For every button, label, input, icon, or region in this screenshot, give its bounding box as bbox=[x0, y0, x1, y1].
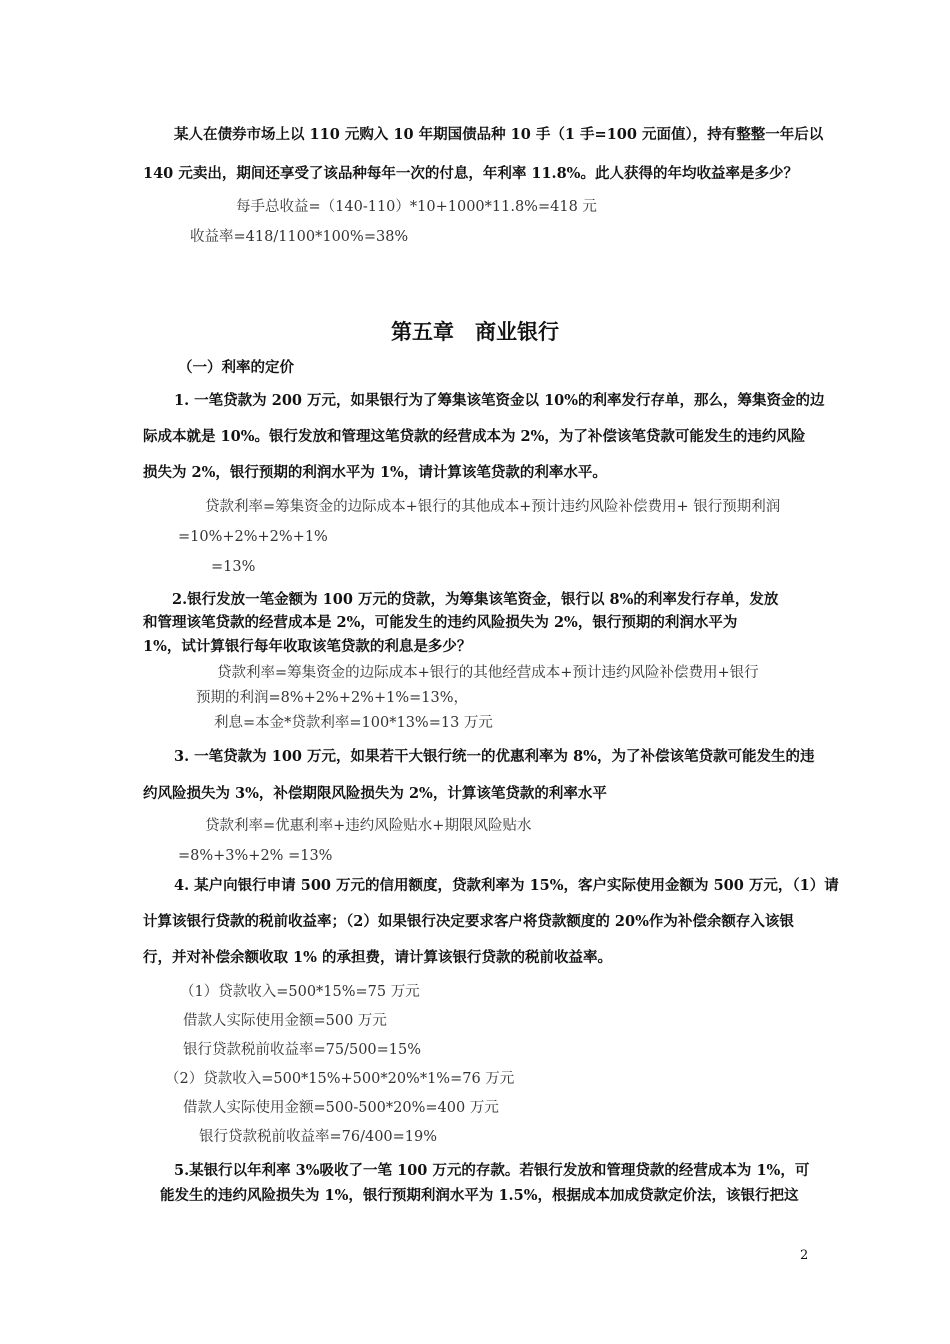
page-number: 2 bbox=[800, 1248, 809, 1263]
problem-4-answer-line-2: 借款人实际使用金额=500 万元 bbox=[183, 1013, 387, 1029]
problem-2-question-line-2: 和管理该笔贷款的经营成本是 2%，可能发生的违约风险损失为 2%，银行预期的利润水平为 bbox=[143, 614, 738, 631]
problem-3-answer-line-1: 贷款利率=优惠利率+违约风险贴水+期限风险贴水 bbox=[205, 818, 532, 834]
chapter-title: 第五章 商业银行 bbox=[391, 319, 559, 344]
problem-2-answer-line-1: 贷款利率=筹集资金的边际成本+银行的其他经营成本+预计违约风险补偿费用+银行 bbox=[217, 665, 759, 681]
problem-4-answer-line-6: 银行贷款税前收益率=76/400=19% bbox=[199, 1129, 438, 1145]
problem-4-answer-line-4: （2）贷款收入=500*15%+500*20%*1%=76 万元 bbox=[165, 1071, 515, 1087]
problem-2-answer-line-2: 预期的利润=8%+2%+2%+1%=13%， bbox=[196, 690, 468, 706]
section-heading: （一）利率的定价 bbox=[178, 359, 294, 376]
intro-answer-line-1: 每手总收益=（140-110）*10+1000*11.8%=418 元 bbox=[236, 199, 597, 215]
problem-4-question-line-3: 行，并对补偿余额收取 1% 的承担费，请计算该银行贷款的税前收益率。 bbox=[143, 949, 612, 966]
problem-1-answer-line-3: =13% bbox=[211, 559, 256, 575]
problem-4-answer-line-5: 借款人实际使用金额=500-500*20%=400 万元 bbox=[183, 1100, 499, 1116]
problem-3-answer-line-2: =8%+3%+2% =13% bbox=[178, 848, 333, 864]
problem-1-question-line-2: 际成本就是 10%。银行发放和管理这笔贷款的经营成本为 2%，为了补偿该笔贷款可能发生的违约风险 bbox=[143, 428, 806, 445]
problem-2-question-line-1: 2.银行发放一笔金额为 100 万元的贷款，为筹集该笔资金，银行以 8%的利率发行存单，发放 bbox=[172, 591, 779, 608]
intro-answer-line-2: 收益率=418/1100*100%=38% bbox=[190, 229, 409, 245]
problem-4-question-line-1: 4. 某户向银行申请 500 万元的信用额度，贷款利率为 15%，客户实际使用金额为 500 万元，（1）请 bbox=[174, 877, 839, 894]
problem-4-answer-line-1: （1）贷款收入=500*15%=75 万元 bbox=[180, 984, 420, 1000]
problem-1-answer-line-1: 贷款利率=筹集资金的边际成本+银行的其他成本+预计违约风险补偿费用+ 银行预期利润 bbox=[205, 499, 781, 515]
problem-1-question-line-3: 损失为 2%，银行预期的利润水平为 1%，请计算该笔贷款的利率水平。 bbox=[143, 464, 607, 481]
problem-3-question-line-2: 约风险损失为 3%，补偿期限风险损失为 2%，计算该笔贷款的利率水平 bbox=[143, 785, 607, 802]
problem-1-answer-line-2: =10%+2%+2%+1% bbox=[178, 529, 328, 545]
problem-3-question-line-1: 3. 一笔贷款为 100 万元，如果若干大银行统一的优惠利率为 8%，为了补偿该笔贷款可能发生的违 bbox=[174, 748, 815, 765]
problem-4-answer-line-3: 银行贷款税前收益率=75/500=15% bbox=[183, 1042, 422, 1058]
problem-2-question-line-3: 1%，试计算银行每年收取该笔贷款的利息是多少？ bbox=[143, 638, 472, 655]
problem-4-question-line-2: 计算该银行贷款的税前收益率；（2）如果银行决定要求客户将贷款额度的 20%作为补偿余额存入该银 bbox=[143, 913, 794, 930]
problem-5-question-line-2: 能发生的违约风险损失为 1%，银行预期利润水平为 1.5%，根据成本加成贷款定价法，该银行把这 bbox=[160, 1187, 799, 1204]
problem-2-answer-line-3: 利息=本金*贷款利率=100*13%=13 万元 bbox=[214, 715, 493, 731]
problem-1-question-line-1: 1. 一笔贷款为 200 万元，如果银行为了筹集该笔资金以 10%的利率发行存单，那么，筹集资金的边 bbox=[174, 392, 825, 409]
intro-question-line-2: 140 元卖出，期间还享受了该品种每年一次的付息，年利率 11.8%。此人获得的年均收益率是多少？ bbox=[143, 165, 798, 182]
problem-5-question-line-1: 5.某银行以年利率 3%吸收了一笔 100 万元的存款。若银行发放和管理贷款的经营成本为 1%，可 bbox=[174, 1162, 810, 1179]
intro-question-line-1: 某人在债券市场上以 110 元购入 10 年期国债品种 10 手（1 手=100 元面值），持有整整一年后以 bbox=[174, 126, 824, 143]
